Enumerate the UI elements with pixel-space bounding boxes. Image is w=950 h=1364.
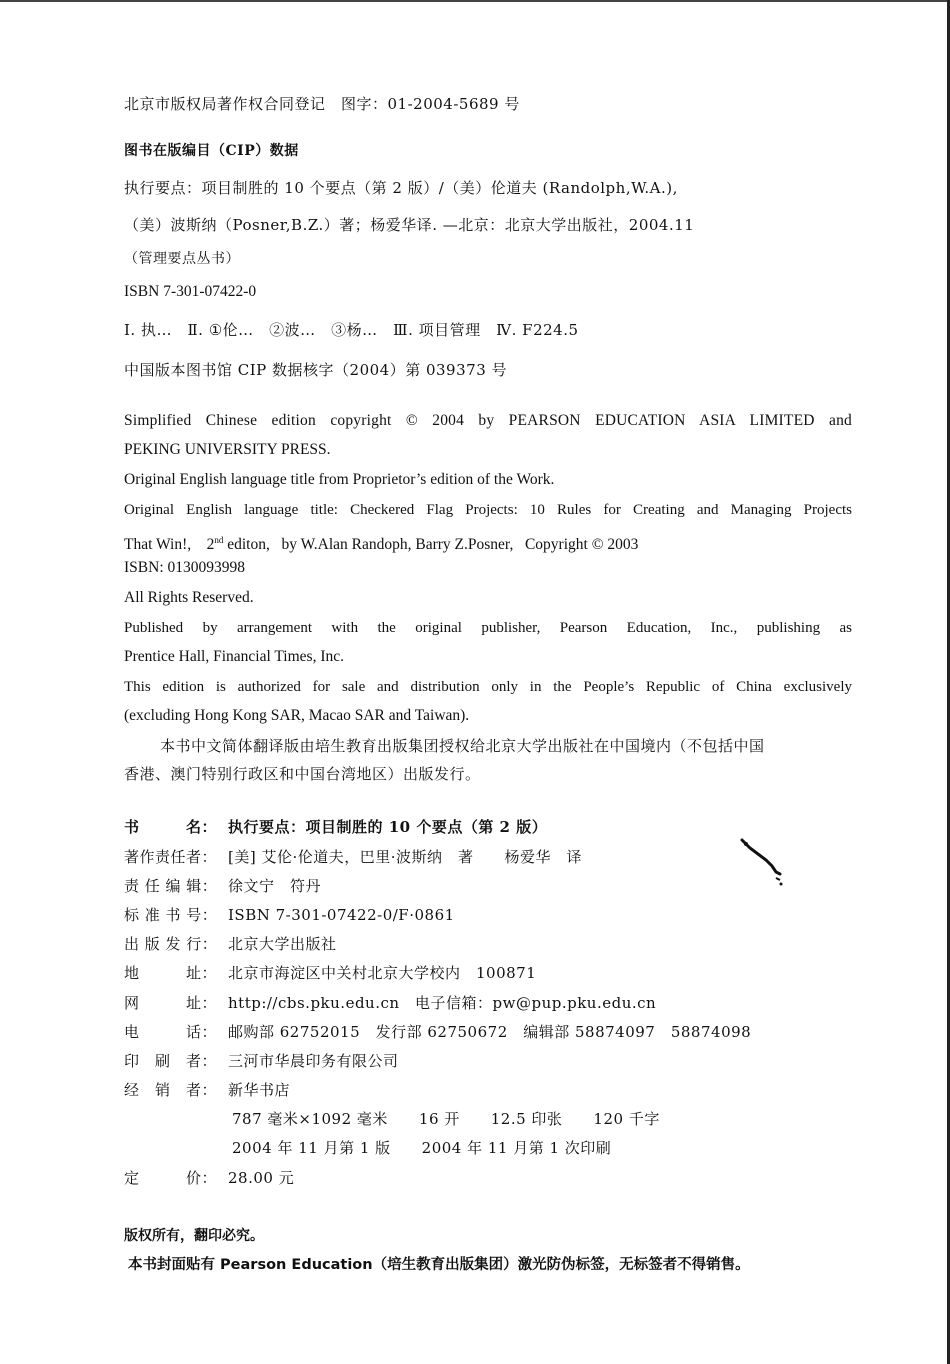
edition-word: editon, — [223, 536, 270, 554]
author-value: [美] 艾伦·伦道夫，巴里·波斯纳 著 杨爱华 译 — [228, 848, 583, 866]
authorization-line2: (excluding Hong Kong SAR, Macao SAR and Taiwan). — [124, 707, 470, 724]
cip-data-number: 中国版本图书馆 CIP 数据核字（2004）第 039373 号 — [124, 361, 508, 379]
distributor-value: 新华书店 — [228, 1081, 291, 1099]
printer-label: 印 刷 者： — [124, 1052, 218, 1070]
scan-edge-top — [0, 0, 950, 2]
phone-row — [124, 1022, 751, 1042]
format-spec: 787 毫米×1092 毫米 16 开 12.5 印张 120 千字 — [232, 1110, 660, 1128]
printer-value: 三河市华晨印务有限公司 — [228, 1052, 399, 1070]
address-row — [124, 963, 536, 983]
chinese-authorization-line1: 本书中文简体翻译版由培生教育出版集团授权给北京大学出版社在中国境内（不包括中国 — [160, 737, 765, 755]
original-title-end: That Win!, — [124, 536, 192, 554]
anti-counterfeit-notice: 本书封面贴有 Pearson Education（培生教育出版集团）激光防伪标签，无标签者不得销售。 — [128, 1257, 750, 1273]
publisher-row — [124, 934, 337, 954]
isbn-label: 标 准 书 号： — [124, 906, 218, 924]
price-value: 28.00 元 — [228, 1169, 295, 1187]
original-title-line1: Original English language title: Checkered Flag Projects: 10 Rules for Creating and Managing Projects — [124, 502, 852, 518]
editor-label: 责 任 编 辑： — [124, 877, 218, 895]
address-label: 地 址： — [124, 964, 218, 982]
web-label: 网 址： — [124, 994, 218, 1012]
original-title-line2 — [124, 530, 638, 555]
all-rights-reserved: All Rights Reserved. — [124, 589, 254, 606]
cip-isbn: ISBN 7-301-07422-0 — [124, 283, 257, 300]
distributor-label: 经 销 者： — [124, 1081, 218, 1099]
author-row — [124, 847, 582, 867]
authorization-line1: This edition is authorized for sale and distribution only in the People’s Republic of China exclusively — [124, 679, 852, 695]
scan-speck-mark — [736, 834, 796, 894]
cip-series: （管理要点丛书） — [124, 251, 240, 267]
published-arrangement-line2: Prentice Hall, Financial Times, Inc. — [124, 648, 344, 665]
publisher-label: 出 版 发 行： — [124, 935, 218, 953]
web-row — [124, 993, 656, 1013]
original-copyright: Copyright © 2003 — [524, 536, 639, 554]
rights-notice: 版权所有，翻印必究。 — [124, 1228, 264, 1244]
book-name-row — [124, 817, 547, 837]
printer-row — [124, 1051, 399, 1071]
phone-value: 邮购部 62752015 发行部 62750672 编辑部 58874097 58874098 — [228, 1023, 752, 1041]
original-authors: by W.Alan Randoph, Barry Z.Posner, — [281, 536, 514, 554]
cip-classification: Ⅰ. 执… Ⅱ. ①伦… ②波… ③杨… Ⅲ. 项目管理 Ⅳ. F224.5 — [124, 321, 579, 339]
cip-author-line: （美）波斯纳（Posner,B.Z.）著；杨爱华译. —北京：北京大学出版社，2004.11 — [124, 216, 695, 234]
original-title-source: Original English language title from Proprietor’s edition of the Work. — [124, 471, 555, 488]
book-name-label: 书 名： — [124, 818, 218, 836]
cip-title-line: 执行要点：项目制胜的 10 个要点（第 2 版）/（美）伦道夫 (Randolph,W.A.), — [124, 179, 678, 197]
edition-ordinal: nd — [214, 535, 224, 545]
address-value: 北京市海淀区中关村北京大学校内 100871 — [228, 964, 537, 982]
distributor-row — [124, 1080, 290, 1100]
book-name-value: 执行要点：项目制胜的 10 个要点（第 2 版） — [228, 818, 548, 836]
editor-row — [124, 876, 321, 896]
cip-heading: 图书在版编目（CIP）数据 — [124, 143, 299, 159]
original-isbn: ISBN: 0130093998 — [124, 559, 245, 576]
author-label: 著作责任者： — [124, 848, 218, 866]
editor-value: 徐文宁 符丹 — [228, 877, 322, 895]
edition-number: 2 — [206, 536, 215, 554]
phone-label: 电 话： — [124, 1023, 218, 1041]
copyright-notice-line2: PEKING UNIVERSITY PRESS. — [124, 441, 331, 458]
edition-printing: 2004 年 11 月第 1 版 2004 年 11 月第 1 次印刷 — [232, 1139, 612, 1157]
isbn-value: ISBN 7-301-07422-0/F·0861 — [228, 906, 455, 924]
isbn-row — [124, 905, 455, 925]
chinese-authorization-line2: 香港、澳门特别行政区和中国台湾地区）出版发行。 — [124, 765, 481, 783]
copyright-notice-line1: Simplified Chinese edition copyright © 2004 by PEARSON EDUCATION ASIA LIMITED and — [124, 412, 852, 429]
price-label: 定 价： — [124, 1169, 218, 1187]
web-value: http://cbs.pku.edu.cn 电子信箱：pw@pup.pku.edu.cn — [228, 994, 657, 1012]
price-row — [124, 1168, 294, 1188]
published-arrangement-line1: Published by arrangement with the original publisher, Pearson Education, Inc., publishing as — [124, 620, 852, 636]
copyright-registration: 北京市版权局著作权合同登记 图字：01-2004-5689 号 — [124, 95, 520, 113]
publisher-value: 北京大学出版社 — [228, 935, 337, 953]
